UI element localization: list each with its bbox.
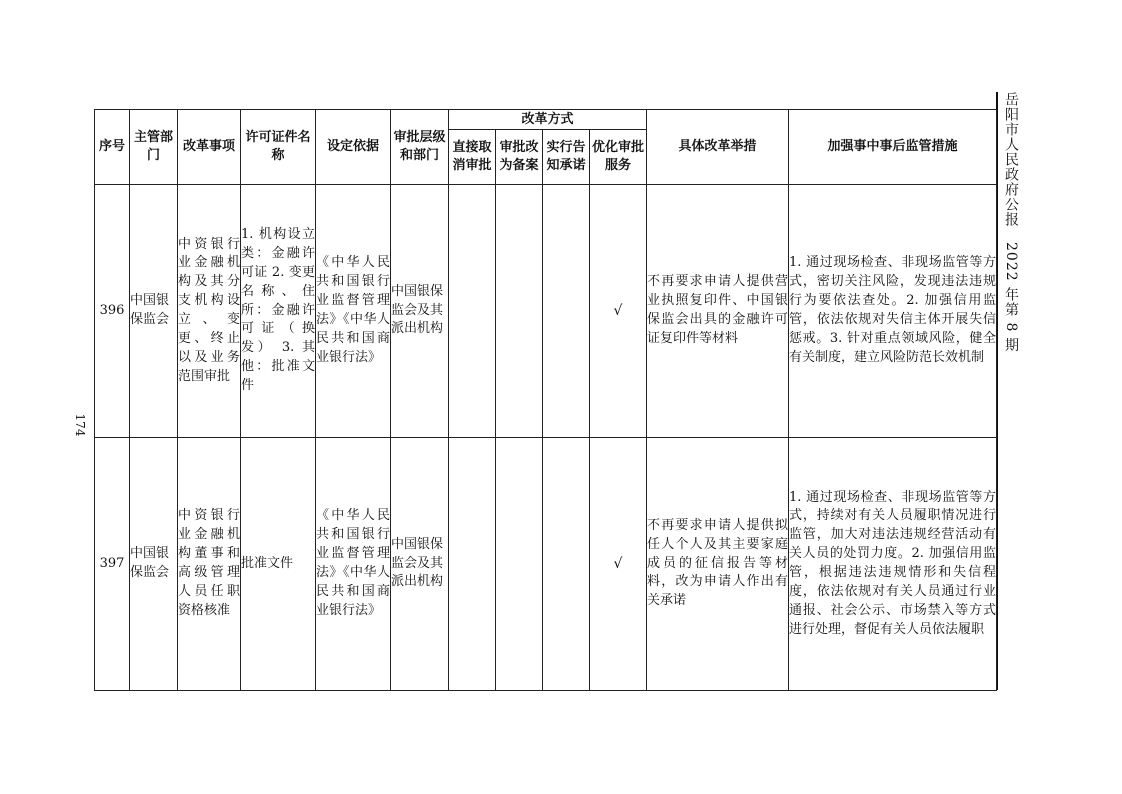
header-method-optimize: 优化审批服务 bbox=[590, 130, 647, 185]
table-row bbox=[95, 185, 997, 438]
row-seq: 396 bbox=[95, 185, 130, 438]
table-row bbox=[95, 438, 997, 691]
row-measures: 不再要求申请人提供拟任人个人及其主要家庭成员的征信报告等材料，改为申请人作出有关承诺 bbox=[647, 438, 789, 691]
row-measures: 不再要求申请人提供营业执照复印件、中国银保监会出具的金融许可证复印件等材料 bbox=[647, 185, 789, 438]
row-item: 中资银行业金融机构及其分支机构设立、变更、终止以及业务范围审批 bbox=[178, 185, 241, 438]
row-method-record bbox=[496, 185, 543, 438]
row-license: 1. 机构设立类：金融许可证 2. 变更名称、住所：金融许可证（换发） 3. 其他：批准文件 bbox=[241, 185, 316, 438]
header-measures: 具体改革举措 bbox=[647, 110, 789, 185]
row-license: 批准文件 bbox=[241, 438, 316, 691]
page-number: 174 bbox=[73, 413, 87, 437]
row-method-optimize-check: √ bbox=[590, 438, 647, 691]
header-basis: 设定依据 bbox=[316, 110, 391, 185]
header-method-record: 审批改为备案 bbox=[496, 130, 543, 185]
row-item: 中资银行业金融机构董事和高级管理人员任职资格核准 bbox=[178, 438, 241, 691]
row-method-record bbox=[496, 438, 543, 691]
header-dept: 主管部门 bbox=[130, 110, 178, 185]
row-method-promise bbox=[543, 185, 590, 438]
header-method-promise: 实行告知承诺 bbox=[543, 130, 590, 185]
row-method-cancel bbox=[449, 438, 496, 691]
row-level: 中国银保监会及其派出机构 bbox=[391, 185, 449, 438]
gazette-running-title: 岳阳市人民政府公报 2022 年第 8 期 bbox=[1003, 92, 1019, 353]
row-method-cancel bbox=[449, 185, 496, 438]
header-license: 许可证件名称 bbox=[241, 110, 316, 185]
header-item: 改革事项 bbox=[178, 110, 241, 185]
row-seq: 397 bbox=[95, 438, 130, 691]
header-level: 审批层级和部门 bbox=[391, 110, 449, 185]
header-seq: 序号 bbox=[95, 110, 130, 185]
header-row bbox=[95, 110, 997, 130]
row-basis: 《中华人民共和国银行业监督管理法》《中华人民共和国商业银行法》 bbox=[316, 438, 391, 691]
header-supervision: 加强事中事后监管措施 bbox=[789, 110, 997, 185]
reform-items-table bbox=[94, 109, 997, 691]
row-basis: 《中华人民共和国银行业监督管理法》《中华人民共和国商业银行法》 bbox=[316, 185, 391, 438]
row-dept: 中国银保监会 bbox=[130, 185, 178, 438]
header-method-cancel: 直接取消审批 bbox=[449, 130, 496, 185]
row-level: 中国银保监会及其派出机构 bbox=[391, 438, 449, 691]
row-supervision: 1. 通过现场检查、非现场监管等方式，持续对有关人员履职情况进行监管，加大对违法违规经营活动有关人员的处罚力度。2. 加强信用监管，根据违法违规情形和失信程度，依法依规对有关人员通过行业通报、社会公示、市场禁入等方式进行处理，督促有关人员依法履职 bbox=[789, 438, 997, 691]
row-dept: 中国银保监会 bbox=[130, 438, 178, 691]
header-method: 改革方式 bbox=[449, 110, 647, 130]
row-method-optimize-check: √ bbox=[590, 185, 647, 438]
row-method-promise bbox=[543, 438, 590, 691]
row-supervision: 1. 通过现场检查、非现场监管等方式，密切关注风险，发现违法违规行为要依法查处。2. 加强信用监管，依法依规对失信主体开展失信惩戒。3. 针对重点领域风险，健全有关制度，建立风险防范长效机制 bbox=[789, 185, 997, 438]
